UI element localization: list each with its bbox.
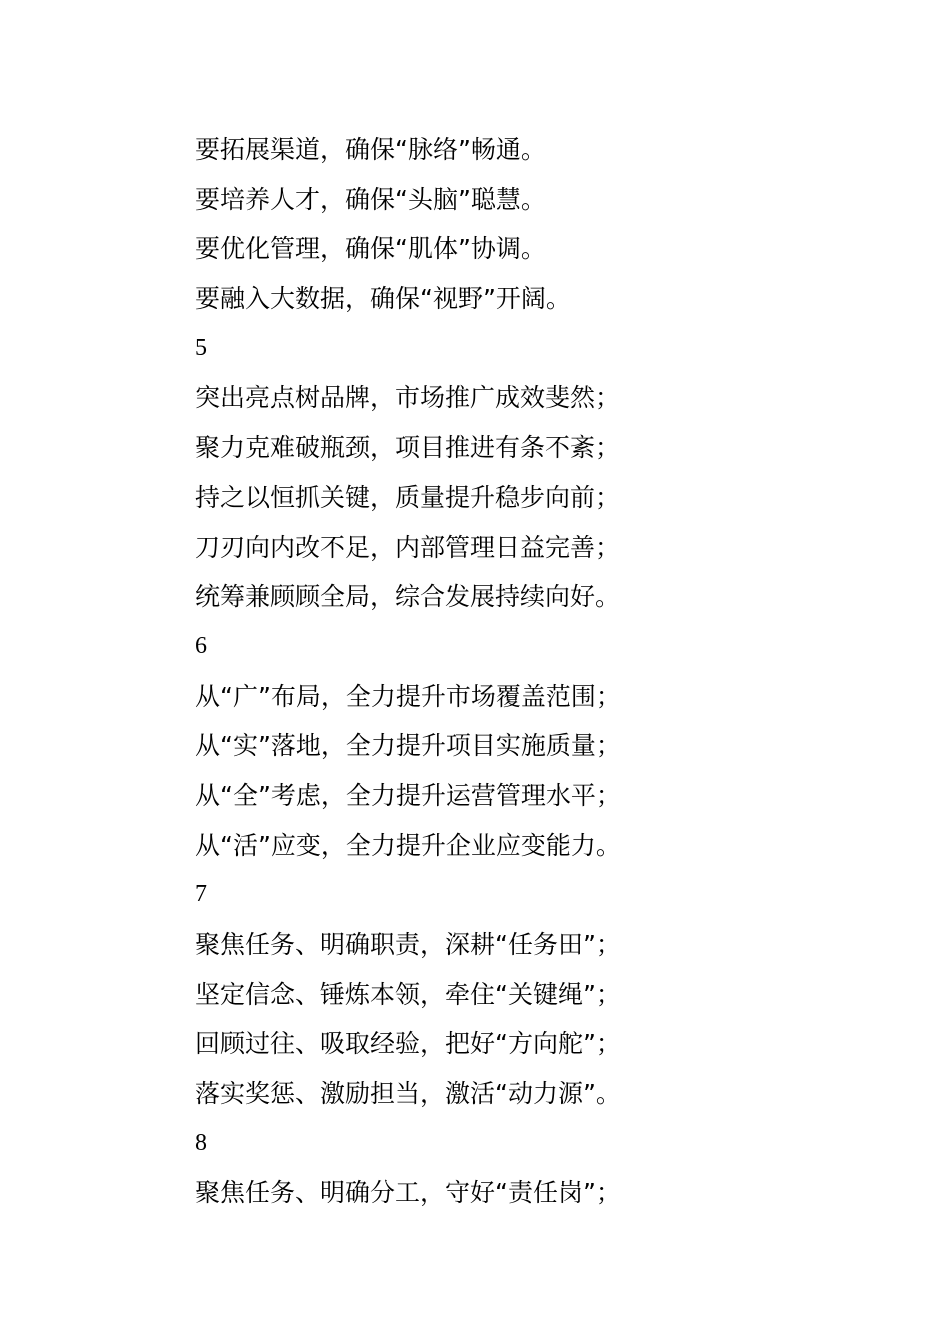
text-line: 刀刃向内改不足，内部管理日益完善； xyxy=(195,532,621,562)
text-line: 坚定信念、锤炼本领，牵住“关键绳”； xyxy=(195,979,621,1009)
text-line: 从“广”布局，全力提升市场覆盖范围； xyxy=(195,681,621,711)
text-line: 聚焦任务、明确职责，深耕“任务田”； xyxy=(195,930,621,959)
section-number: 7 xyxy=(195,881,207,908)
section-number: 8 xyxy=(195,1129,207,1156)
text-line: 统筹兼顾顾全局，综合发展持续向好。 xyxy=(195,582,621,612)
text-line: 从“活”应变，全力提升企业应变能力。 xyxy=(195,830,621,860)
text-line: 突出亮点树品牌，市场推广成效斐然； xyxy=(195,383,621,413)
text-line: 回顾过往、吸取经验，把好“方向舵”； xyxy=(195,1029,621,1059)
document-body xyxy=(195,125,915,1218)
text-line: 从“全”考虑，全力提升运营管理水平； xyxy=(195,780,621,810)
text-line: 聚力克难破瓶颈，项目推进有条不紊； xyxy=(195,433,621,463)
text-line: 从“实”落地，全力提升项目实施质量； xyxy=(195,731,621,761)
section-number: 5 xyxy=(195,334,207,361)
text-line: 要培养人才，确保“头脑”聪慧。 xyxy=(195,184,546,214)
text-line: 要拓展渠道，确保“脉络”畅通。 xyxy=(195,135,546,164)
text-line: 要优化管理，确保“肌体”协调。 xyxy=(195,234,546,264)
text-line: 落实奖惩、激励担当，激活“动力源”。 xyxy=(195,1079,621,1109)
text-line: 要融入大数据，确保“视野”开阔。 xyxy=(195,284,571,314)
text-line: 聚焦任务、明确分工，守好“责任岗”； xyxy=(195,1178,621,1208)
section-number: 6 xyxy=(195,632,207,659)
text-line: 持之以恒抓关键，质量提升稳步向前； xyxy=(195,482,621,512)
